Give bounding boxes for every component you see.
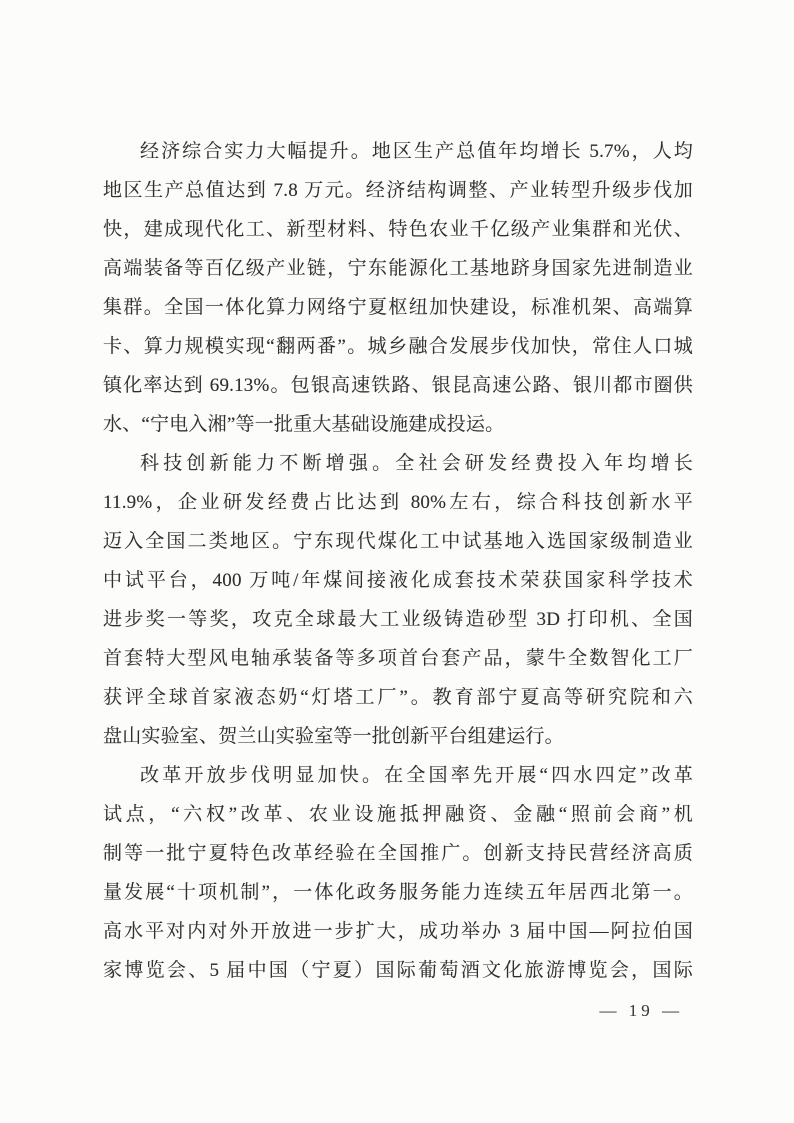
text-line: 迈入全国二类地区。宁东现代煤化工中试基地入选国家级制造业 bbox=[103, 531, 693, 552]
text-line: 经济综合实力大幅提升。地区生产总值年均增长 5.7%，人均 bbox=[140, 141, 693, 162]
text-line: 中试平台，400 万吨/年煤间接液化成套技术荣获国家科学技术 bbox=[103, 570, 693, 591]
text-line: 试点，“六权”改革、农业设施抵押融资、金融“照前会商”机 bbox=[103, 804, 693, 825]
text-line: 高水平对内对外开放进一步扩大，成功举办 3 届中国—阿拉伯国 bbox=[103, 921, 693, 942]
text-line: 盘山实验室、贺兰山实验室等一批创新平台组建运行。 bbox=[103, 726, 564, 747]
page-number: — 19 — bbox=[599, 1001, 683, 1020]
text-line: 水、“宁电入湘”等一批重大基础设施建成投运。 bbox=[103, 414, 505, 435]
text-line: 科技创新能力不断增强。全社会研发经费投入年均增长 bbox=[140, 453, 693, 474]
text-line: 11.9%，企业研发经费占比达到 80%左右，综合科技创新水平 bbox=[103, 492, 693, 513]
document-body bbox=[103, 132, 693, 990]
text-line: 首套特大型风电轴承装备等多项首台套产品，蒙牛全数智化工厂 bbox=[103, 648, 693, 669]
paragraph-economic-strength bbox=[103, 132, 693, 444]
text-line: 高端装备等百亿级产业链，宁东能源化工基地跻身国家先进制造业 bbox=[103, 258, 693, 279]
text-line: 卡、算力规模实现“翻两番”。城乡融合发展步伐加快，常住人口城 bbox=[103, 336, 693, 357]
text-line: 地区生产总值达到 7.8 万元。经济结构调整、产业转型升级步伐加 bbox=[103, 180, 693, 201]
text-line: 进步奖一等奖，攻克全球最大工业级铸造砂型 3D 打印机、全国 bbox=[103, 609, 693, 630]
paragraph-reform-opening bbox=[103, 756, 693, 990]
text-line: 制等一批宁夏特色改革经验在全国推广。创新支持民营经济高质 bbox=[103, 843, 693, 864]
text-line: 改革开放步伐明显加快。在全国率先开展“四水四定”改革 bbox=[140, 765, 693, 786]
text-line: 家博览会、5 届中国（宁夏）国际葡萄酒文化旅游博览会，国际 bbox=[103, 960, 693, 981]
text-line: 获评全球首家液态奶“灯塔工厂”。教育部宁夏高等研究院和六 bbox=[103, 687, 693, 708]
text-line: 快，建成现代化工、新型材料、特色农业千亿级产业集群和光伏、 bbox=[103, 219, 693, 240]
text-line: 镇化率达到 69.13%。包银高速铁路、银昆高速公路、银川都市圈供 bbox=[103, 375, 693, 396]
text-line: 集群。全国一体化算力网络宁夏枢纽加快建设，标准机架、高端算 bbox=[103, 297, 693, 318]
paragraph-sci-tech-innovation bbox=[103, 444, 693, 756]
text-line: 量发展“十项机制”，一体化政务服务能力连续五年居西北第一。 bbox=[103, 882, 693, 903]
